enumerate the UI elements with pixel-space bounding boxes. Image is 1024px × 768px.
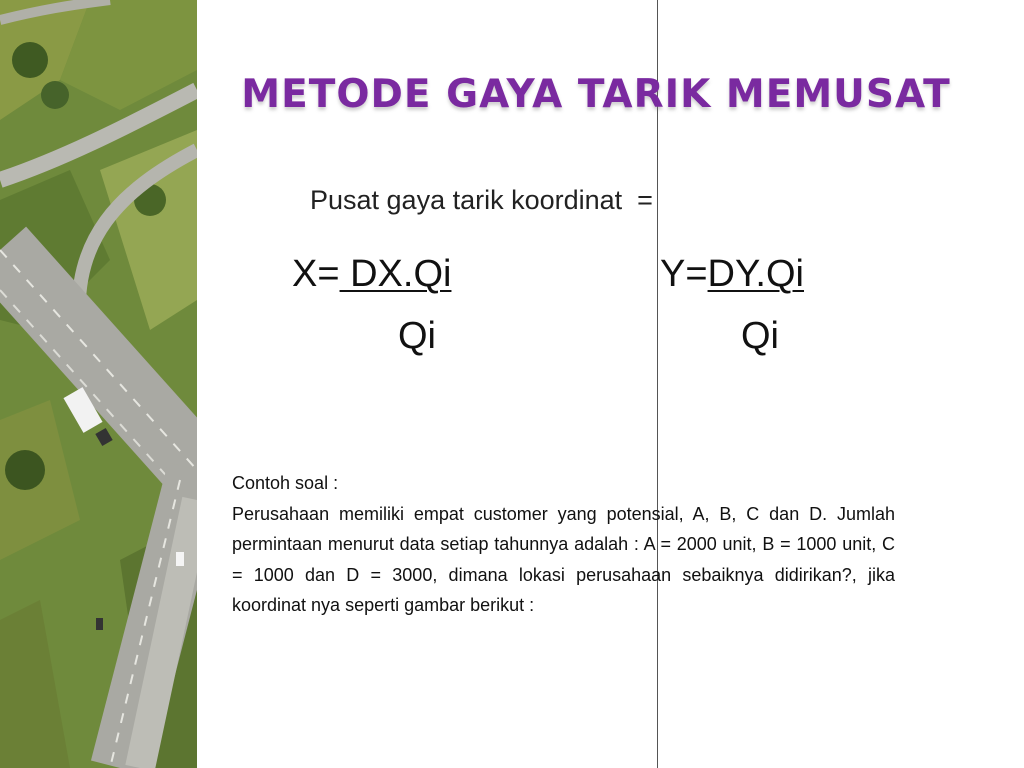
- formula-x-line: [292, 253, 451, 296]
- formula-y-lhs: Y=: [660, 253, 708, 295]
- formula-y-denominator: Qi: [741, 315, 779, 357]
- slide-title: METODE GAYA TARIK MEMUSAT: [241, 72, 951, 117]
- example-problem: [232, 468, 895, 621]
- formula-y-line: [660, 253, 804, 296]
- highway-photo: [0, 0, 197, 768]
- formula-y-numerator: DY.Qi: [707, 253, 804, 295]
- example-heading: Contoh soal :: [232, 473, 339, 493]
- formula-x-lhs: X=: [292, 253, 340, 295]
- formula-intro-text: Pusat gaya tarik koordinat =: [310, 185, 653, 215]
- example-body: Perusahaan memiliki empat customer yang potensial, A, B, C dan D. Jumlah permintaan menurut data setiap tahunnya adalah : A = 2000 unit, B = 1000 unit, C = 1000 dan D = 3000, dimana lokasi perusahaan sebaiknya didirikan?, jika koordinat nya seperti gambar berikut :: [232, 503, 895, 615]
- formula-x-denominator: Qi: [398, 315, 436, 357]
- formula-x-numerator: DX.Qi: [339, 253, 452, 295]
